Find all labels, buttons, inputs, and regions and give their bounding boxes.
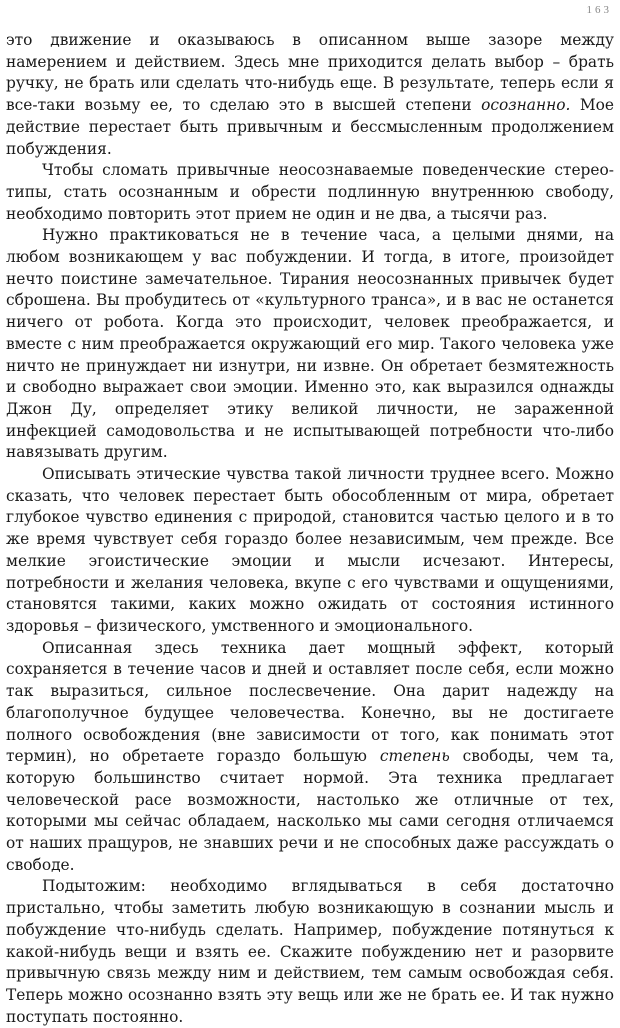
paragraph-4-text: Описывать этические чувства такой личности труднее всего. Можно сказать, что человек перестает быть обособленным от мира, обретает глубокое чувство единения с природой, становится частью целого и в то же время чувствует себя гораздо более независимым, чем прежде. Все мелкие эгоистические эмоции и мысли исчезают. Интересы, потребности и желания человека, вкупе с его чувствами и ощущениями, становятся такими, каких можно ожидать от состояния истинного здоровья – физического, умственного и эмоционального.	[6, 465, 614, 635]
paragraph-6	[6, 876, 614, 1028]
paragraph-5	[6, 638, 614, 877]
paragraph-2	[6, 160, 614, 225]
page-text-body	[6, 30, 614, 1028]
paragraph-1-text-a: это движение и оказываюсь в описанном выше зазоре между намерением и действием. Здесь мне приходится делать выбор – брать ручку, не брать или сделать что-нибудь еще. В результате, теперь если я все-таки возьму ее, то сделаю это в высшей степени	[6, 31, 614, 115]
paragraph-3	[6, 225, 614, 464]
paragraph-1	[6, 30, 614, 160]
paragraph-6-text: Подытожим: необходимо вглядываться в себя достаточно пристально, чтобы заметить любую возникающую в сознании мысль и побуждение что-нибудь сделать. Например, побуждение потянуться к какой-нибудь вещи и взять ее. Скажите побуждению нет и разорвите привычную связь между ним и действием, тем самым освобождая себя. Теперь можно осознанно взять эту вещь или же не брать ее. И так нужно поступать постоянно.	[6, 877, 614, 1026]
paragraph-5-text-a: Описанная здесь техника дает мощный эффект, который сохраняется в течение часов и дней и оставляет после себя, если можно так выразиться, сильное послесвечение. Она дарит надежду на благополучное будущее человечества. Конечно, вы не достигаете полного освобождения (вне зависимости от того, как понимать этот термин), но обретаете гораздо большую	[6, 638, 614, 766]
paragraph-3-text: Нужно практиковаться не в течение часа, а целыми днями, на любом возникающем у вас побуждении. И тогда, в итоге, произойдет нечто поистине замечательное. Тирания неосознанных привычек будет сброшена. Вы пробудитесь от «культурного транса», и в вас не останется ничего от робота. Когда это происходит, человек преображается, и вместе с ним преображается окружающий его мир. Такого человека уже ничто не принуждает ни изнутри, ни извне. Он обретает безмятежность и свободно выражает свои эмоции. Именно это, как выразился однажды Джон Ду, определяет этику великой личности, не зараженной инфекцией самодовольства и не испытывающей потребности что-либо навязывать другим.	[6, 226, 614, 462]
paragraph-2-text: Чтобы сломать привычные неосознаваемые поведенческие стереотипы, стать осознанным и обрести подлинную внутреннюю свободу, необходимо повторить этот прием не один и не два, а тысячи раз.	[6, 161, 614, 223]
paragraph-1-italic-term: осознанно.	[481, 96, 571, 115]
paragraph-5-italic-term: степень	[379, 747, 450, 766]
paragraph-4	[6, 464, 614, 638]
page-number: 163	[586, 4, 612, 16]
paragraph-5-text-b: свободы, чем та, которую большинство считает нормой. Эта техника предлагает человеческой расе возможности, настолько же отличные от тех, которыми мы сейчас обладаем, насколько мы сами сегодня отличаемся от наших пращуров, не знавших речи и не способных даже рассуждать о свободе.	[6, 747, 614, 874]
paragraph-1-text-b: Мое действие перестает быть привычным и бессмысленным продолжением побуждения.	[6, 96, 615, 158]
